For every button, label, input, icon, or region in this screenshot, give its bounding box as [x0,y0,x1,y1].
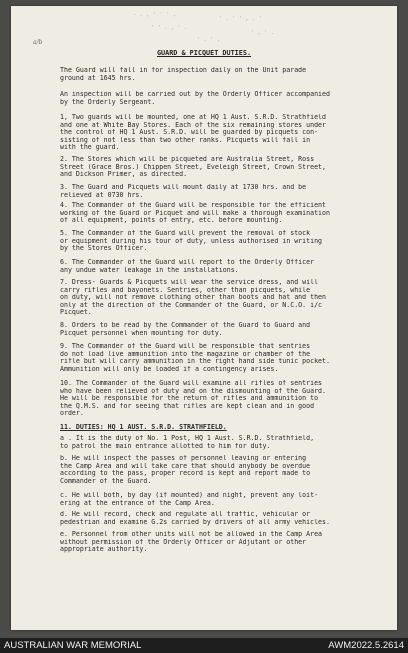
duty-line: to patrol the main entrance allotted to him for duty. [60,442,271,450]
paragraph-line: 1, Two guards will be mounted, one at HQ 1 Aust. S.R.D. Strathfield [60,114,326,121]
paragraph-line: 5. The Commander of the Guard will prevent the removal of stock [60,230,311,237]
paragraph-line: He will be responsible for the return of rifles and ammunition to [60,395,319,403]
duties-heading-text: 11. DUTIES: HQ 1 AUST. S.R.D. STRATHFIELD. [60,424,227,431]
paragraph-line: of all equipment, points of entry, etc. before mounting. [60,217,283,225]
duty-line: d. He will record, check and regulate all traffic, vehicular or [60,511,311,518]
paragraph-p3 [60,184,376,199]
paragraph-intro1 [60,67,376,82]
duty-line: ering at the entrance of the Camp Area. [60,499,215,507]
paragraph-line: order. [60,410,84,418]
duty-item-a [60,435,376,450]
duty-line: according to the pass, proper record is kept and report made to [60,470,311,478]
paragraph-line: do not load live ammunition into the magazine or chamber of the [60,350,311,358]
paragraph-line: Picquet. [60,309,92,317]
paragraph-p9 [60,343,376,373]
document-page [11,6,397,630]
paragraph-line: by the Orderly Sergeant. [60,98,156,106]
duty-line: a . It is the duty of No. 1 Post, HQ 1 Aust. S.R.D. Strathfield, [60,435,315,442]
duties-heading [60,424,376,432]
paragraph-line: any undue water leakage in the installations. [60,266,239,274]
paragraph-line: Picquet personnel when mounting for duty. [60,329,223,337]
paragraph-p4 [60,202,376,225]
duty-line: b. He will inspect the passes of personnel leaving or entering [60,455,307,462]
paragraph-line: Ammunition will only be loaded if a contingency arises. [60,365,279,373]
paragraph-line: 10. The Commander of the Guard will examine all rifles of sentries [60,380,323,387]
paragraph-p5 [60,230,376,253]
duty-item-e [60,531,376,554]
paragraph-line: 4. The Commander of the Guard will be responsible for the efficient [60,202,326,209]
faint-mark: ' , ' . [251,30,275,36]
paragraph-p2 [60,156,376,179]
paragraph-line: An inspection will be carried out by the Orderly Officer accompanied [60,91,330,98]
footer-bar [0,638,408,653]
paragraph-p10 [60,380,376,418]
paragraph-line: rifle but will carry ammunition in the right hand side tunic pocket. [60,358,330,366]
paragraph-p8 [60,322,376,337]
paragraph-line: 3. The Guard and Picquets will mount daily at 1730 hrs. and be [60,184,307,191]
margin-handwriting: a/b [33,39,43,46]
duty-line: Commander of the Guard. [60,477,152,485]
duty-item-d [60,511,376,526]
paragraph-line: with the guard. [60,144,120,152]
footer-institution: AUSTRALIAN WAR MEMORIAL [4,640,142,651]
faint-mark: ' ' . , ' . [151,25,188,31]
paragraph-line: carry rifles and bayonets. Sentries, other than picquets, while [60,286,311,294]
duty-item-c [60,492,376,507]
paragraph-line: Street (Grace Bros.) Chippen Street, Eveleigh Street, Crown Street, [60,163,326,171]
paragraph-line: The Guard will fall in for inspection daily on the Unit parade [60,67,307,74]
paragraph-intro2 [60,91,376,106]
paragraph-line: who have been relieved of duty and on the dismounting of the Guard. [60,387,326,395]
paragraph-line: only at the direction of the Commander of the Guard, or N.C.O. i/c [60,301,323,309]
duty-line: appropriate authority. [60,546,148,554]
duty-line: c. He will both, by day (if mounted) and night, prevent any loit- [60,492,319,499]
faint-mark: ' . ' , [197,37,221,43]
paragraph-line: relieved at 0730 hrs. [60,191,144,199]
duty-line: e. Personnel from other units will not be allowed in the Camp Area [60,531,323,538]
footer-accession-number: AWM2022.5.2614 [328,640,404,651]
paragraph-line: and Dickson Primer, as directed. [60,171,188,179]
paragraph-line: or equipment during his tour of duty, unless authorised in writing [60,237,323,245]
paragraph-line: 6. The Commander of the Guard will report to the Orderly Officer [60,259,315,266]
paragraph-line: and one at White Bay Stores. Each of the six remaining stores under [60,121,326,129]
paragraph-line: 2. The Stores which will be picqueted are Australia Street, Ross [60,156,315,163]
paragraph-line: the Q.M.S. and for seeing that rifles are kept clean and in good [60,402,315,410]
paragraph-line: 8. Orders to be read by the Commander of the Guard to Guard and [60,322,311,329]
faint-mark: ' . ' ' , . ' [219,16,263,22]
duty-item-b [60,455,376,485]
duty-line: without permission of the Orderly Officer or Adjutant or other [60,538,307,546]
duty-line: the Camp Area and will take care that should anybody be overdue [60,462,311,470]
paragraph-p6 [60,259,376,274]
paragraph-line: working of the Guard or Picquet and will make a thorough examination [60,209,330,217]
paragraph-line: on duty, will not remove clothing other than boots and hat and then [60,294,326,302]
paragraph-p1 [60,114,376,152]
duty-line: pedestrian and examine G.2s carried by drivers of all army vehicles. [60,518,330,526]
faint-mark: - . , ' ' ' , [133,12,177,18]
paragraph-line: by the Stores Officer. [60,245,148,253]
paragraph-line: 7. Dress- Guards & Picquets will wear the service dress, and will [60,279,319,286]
paragraph-line: the control of HQ 1 Aust. S.R.D. will be guarded by picquets con- [60,129,319,137]
document-title: GUARD & PICQUET DUTIES. [156,49,252,57]
paragraph-line: sisting of not less than two other ranks. Picquets will fall in [60,136,311,144]
paragraph-line: 9. The Commander of the Guard will be responsible that sentries [60,343,311,350]
paragraph-p7 [60,279,376,317]
paragraph-line: ground at 1645 hrs. [60,74,136,82]
